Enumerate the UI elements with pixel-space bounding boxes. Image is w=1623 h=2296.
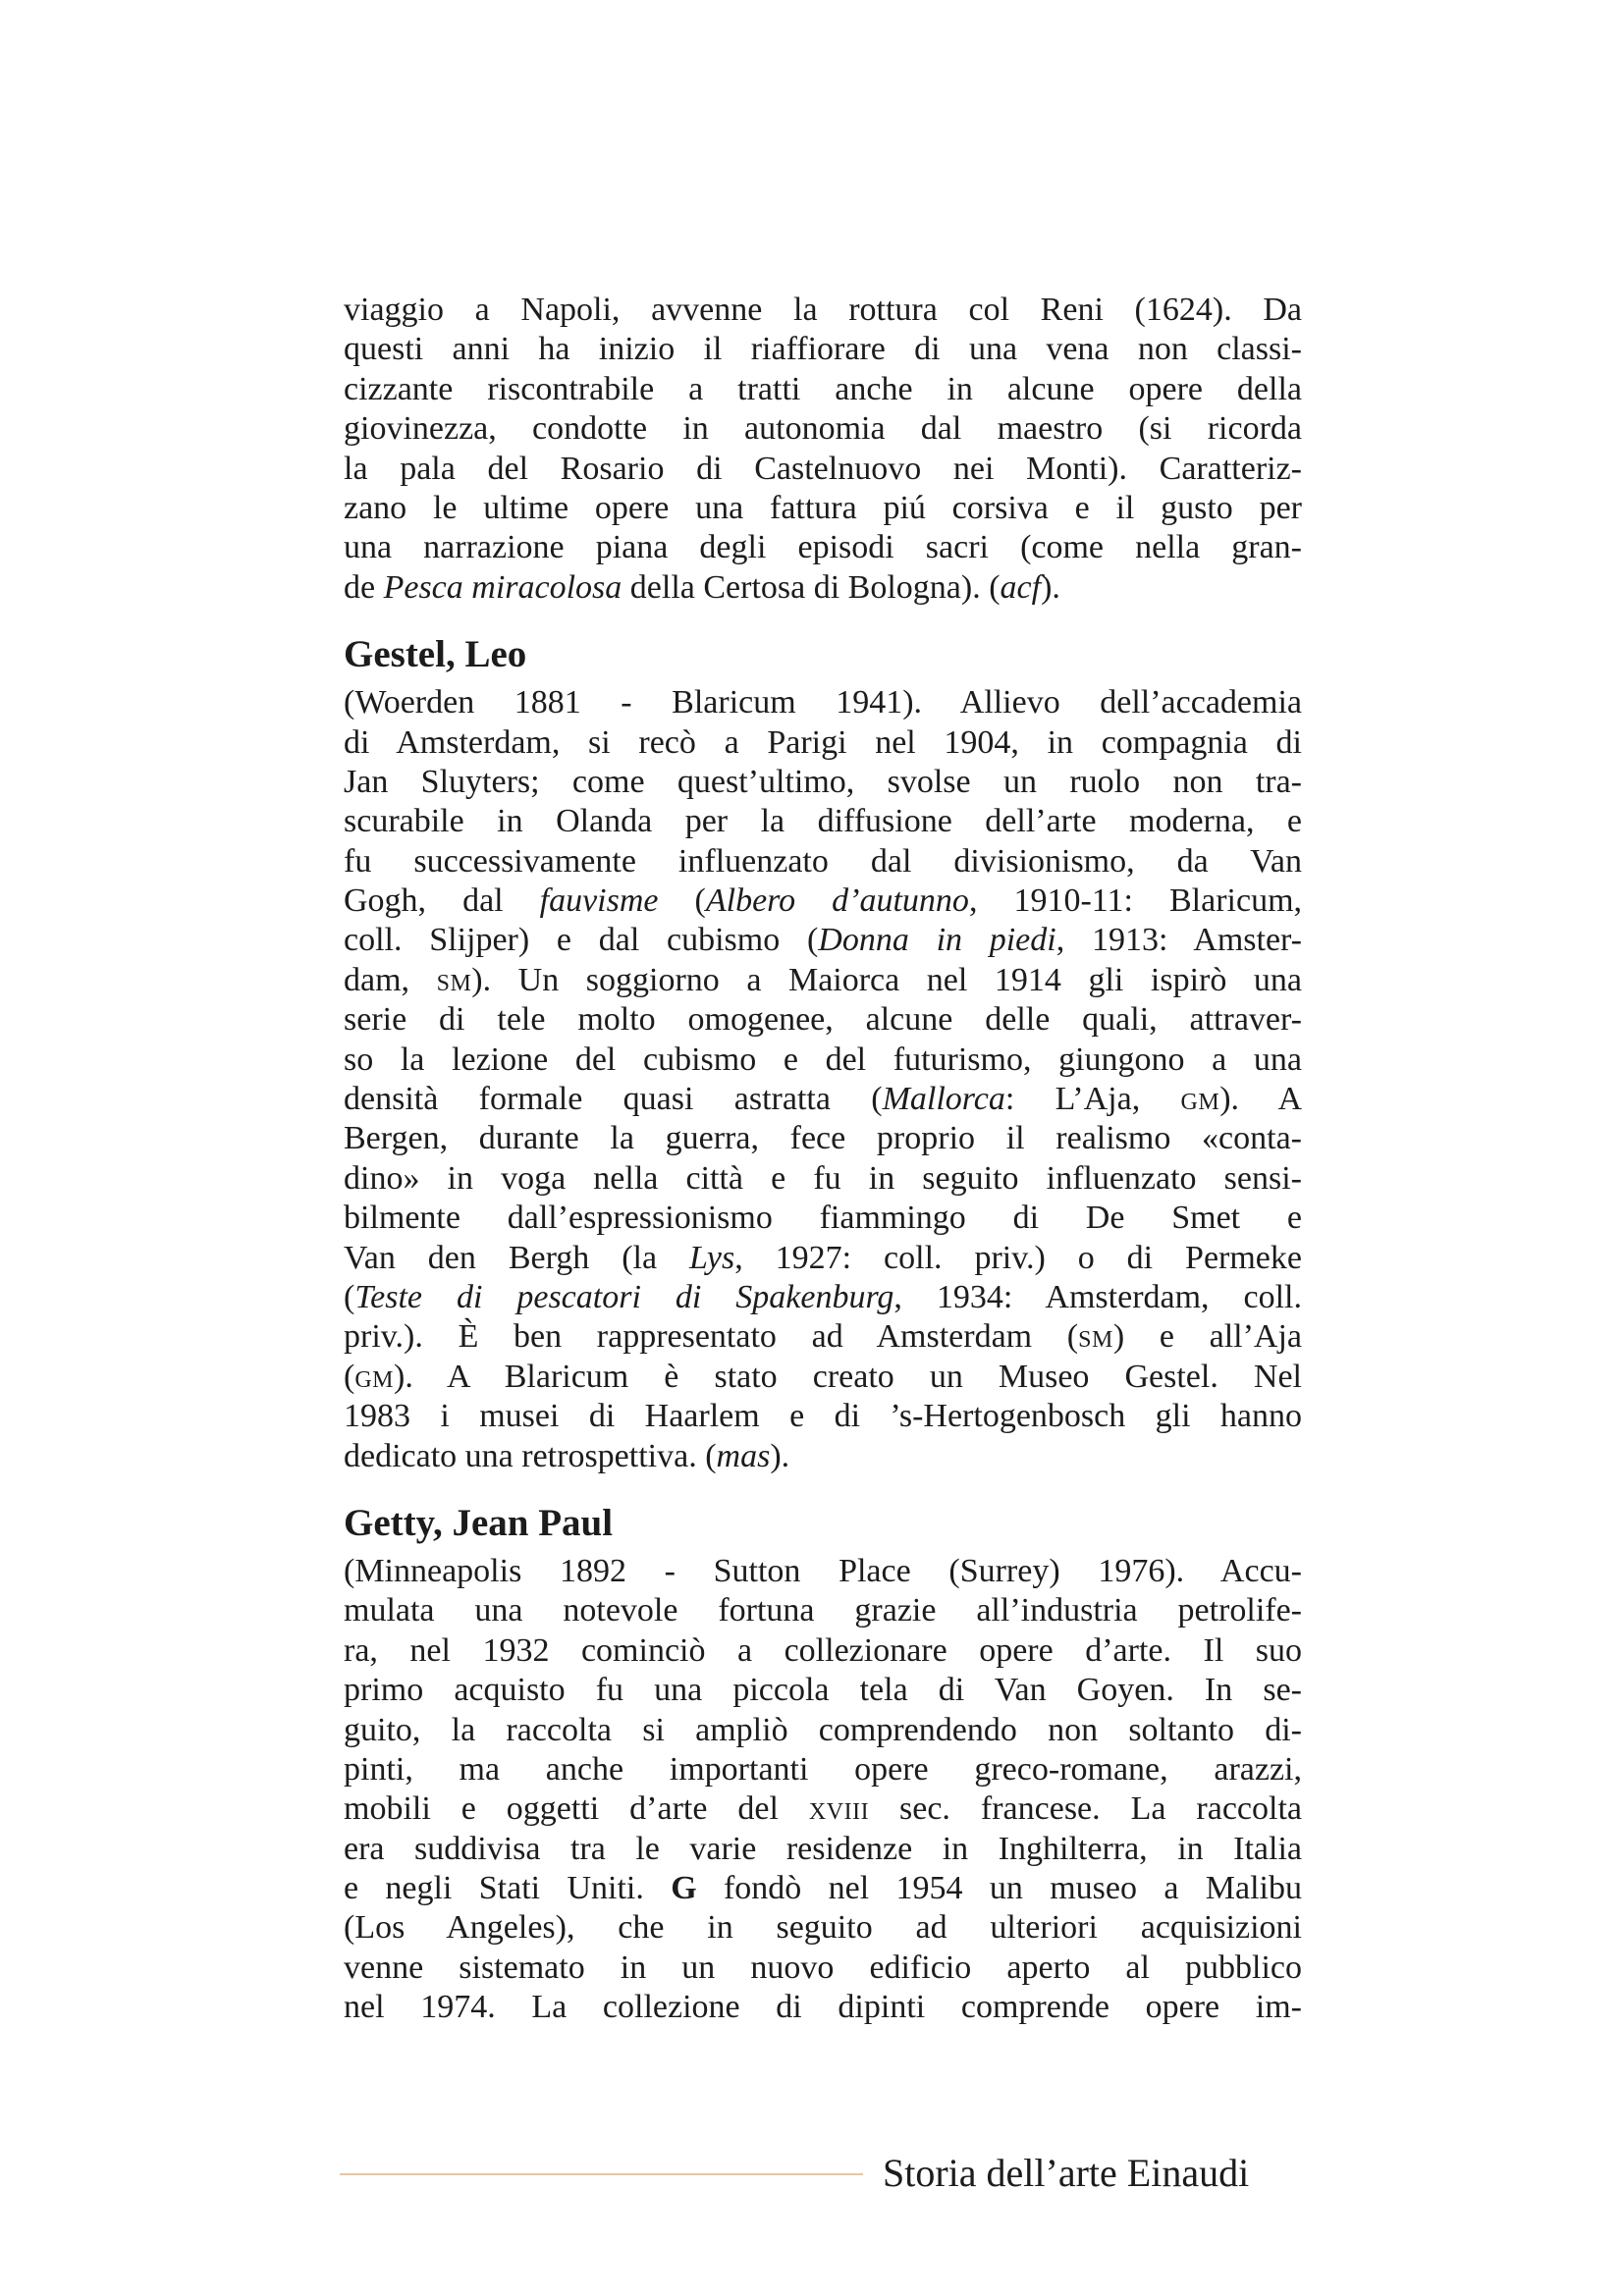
- text-segment: (Woerden 1881 - Blaricum 1941). Allievo dell’accademia: [344, 684, 1302, 721]
- italic-text: Donna in piedi: [818, 922, 1056, 959]
- bold-initial: G: [671, 1870, 697, 1907]
- text-segment: guito, la raccolta si ampliò comprendendo non soltanto di-: [344, 1711, 1302, 1748]
- text-segment: giovinezza, condotte in autonomia dal maestro (si ricorda: [344, 410, 1302, 448]
- text-line: [344, 1000, 1302, 1040]
- text-segment: Jan Sluyters; come quest’ultimo, svolse un ruolo non tra-: [344, 763, 1302, 800]
- text-segment: era suddivisa tra le varie residenze in Inghilterra, in Italia: [344, 1830, 1302, 1867]
- text-line: [344, 291, 1302, 330]
- text-segment: di Amsterdam, si recò a Parigi nel 1904, in compagnia di: [344, 723, 1302, 761]
- entry-paragraph: [344, 1552, 1302, 2028]
- text-line: [344, 1239, 1302, 1278]
- text-line: [344, 1869, 1302, 1908]
- text-segment: , 1910-11: Blaricum,: [968, 882, 1303, 920]
- italic-text: Pesca miracolosa: [383, 568, 622, 606]
- text-line: [344, 489, 1302, 528]
- small-caps-abbreviation: sm: [436, 961, 472, 998]
- text-line: [344, 528, 1302, 567]
- text-segment: dedicato una retrospettiva. (: [344, 1437, 717, 1474]
- text-segment: mobili e oggetti d’arte del: [344, 1790, 809, 1828]
- text-segment: Gogh, dal: [344, 882, 540, 920]
- text-line: [344, 370, 1302, 409]
- text-segment: (Los Angeles), che in seguito ad ulteriori acquisizioni: [344, 1909, 1302, 1947]
- text-line: [344, 1591, 1302, 1630]
- text-segment: , 1913: Amster-: [1055, 922, 1302, 959]
- text-segment: ). A Blaricum è stato creato un Museo Gestel. Nel: [394, 1358, 1302, 1395]
- text-segment: (: [344, 1358, 355, 1395]
- text-segment: primo acquisto fu una piccola tela di Van Goyen. In se-: [344, 1672, 1302, 1709]
- text-line: [344, 1080, 1302, 1119]
- text-segment: ra, nel 1932 cominciò a collezionare opere d’arte. Il suo: [344, 1631, 1302, 1669]
- text-segment: ).: [1041, 568, 1060, 606]
- text-line: [344, 881, 1302, 921]
- text-segment: questi anni ha inizio il riaffiorare di una vena non classi-: [344, 331, 1302, 368]
- text-segment: sec. francese. La raccolta: [869, 1790, 1302, 1828]
- italic-text: Teste di pescatori di Spakenburg: [354, 1278, 894, 1315]
- text-line: [344, 1671, 1302, 1710]
- text-line: [344, 961, 1302, 1000]
- text-line: [344, 1358, 1302, 1397]
- text-segment: la pala del Rosario di Castelnuovo nei Monti). Caratteriz-: [344, 450, 1302, 487]
- text-segment: Van den Bergh (la: [344, 1239, 690, 1276]
- text-line: [344, 921, 1302, 960]
- text-segment: (Minneapolis 1892 - Sutton Place (Surrey) 1976). Accu-: [344, 1552, 1302, 1589]
- text-segment: fu successivamente influenzato dal divisionismo, da Van: [344, 842, 1302, 880]
- text-segment: una narrazione piana degli episodi sacri (come nella gran-: [344, 529, 1302, 566]
- text-line: [344, 1830, 1302, 1869]
- text-line: [344, 1631, 1302, 1671]
- footer-rule: [340, 2173, 863, 2175]
- italic-text: Lys: [689, 1239, 735, 1276]
- text-segment: ) e all’Aja: [1112, 1318, 1303, 1356]
- italic-text: mas: [716, 1437, 771, 1474]
- text-line: [344, 1317, 1302, 1357]
- text-line: [344, 450, 1302, 489]
- small-caps-abbreviation: gm: [1180, 1081, 1220, 1118]
- text-line: [344, 1908, 1302, 1948]
- text-segment: so la lezione del cubismo e del futurismo, giungono a una: [344, 1041, 1302, 1078]
- text-line: [344, 842, 1302, 881]
- text-segment: , 1934: Amsterdam, coll.: [893, 1278, 1302, 1315]
- text-segment: e negli Stati Uniti.: [344, 1870, 672, 1907]
- text-line: [344, 1119, 1302, 1158]
- italic-text: Mallorca: [882, 1081, 1005, 1118]
- text-segment: cizzante riscontrabile a tratti anche in alcune opere della: [344, 370, 1302, 407]
- small-caps-abbreviation: xviii: [808, 1790, 870, 1828]
- text-line: [344, 802, 1302, 841]
- text-segment: bilmente dall’espressionismo fiammingo di De Smet e: [344, 1200, 1302, 1237]
- entry-paragraph: [344, 683, 1302, 1476]
- text-column: [344, 291, 1302, 2028]
- small-caps-abbreviation: gm: [354, 1358, 394, 1395]
- text-segment: zano le ultime opere una fattura piú corsiva e il gusto per: [344, 489, 1302, 526]
- text-segment: de: [344, 568, 384, 606]
- text-segment: ).: [770, 1437, 790, 1474]
- text-segment: della Certosa di Bologna). (: [622, 568, 1001, 606]
- text-segment: ). A: [1219, 1081, 1303, 1118]
- entry-heading: Getty, Jean Paul: [344, 1501, 614, 1544]
- text-line: [344, 330, 1302, 369]
- italic-text: Albero d’autunno: [705, 882, 969, 920]
- text-segment: ). Un soggiorno a Maiorca nel 1914 gli ispirò una: [471, 961, 1302, 998]
- text-segment: , 1927: coll. priv.) o di Permeke: [734, 1239, 1302, 1276]
- text-line: [344, 723, 1302, 763]
- italic-text: acf: [1000, 568, 1042, 606]
- text-line: [344, 409, 1302, 449]
- text-line: [344, 1789, 1302, 1829]
- italic-text: fauvisme: [539, 882, 659, 920]
- text-line: [344, 683, 1302, 722]
- footer-publication-title: Storia dell’arte Einaudi: [883, 2151, 1250, 2195]
- text-line: [344, 763, 1302, 802]
- small-caps-abbreviation: sm: [1078, 1318, 1113, 1356]
- text-segment: coll. Slijper) e dal cubismo (: [344, 922, 819, 959]
- text-segment: scurabile in Olanda per la diffusione dell’arte moderna, e: [344, 803, 1302, 840]
- text-segment: priv.). È ben rappresentato ad Amsterdam (: [344, 1318, 1079, 1356]
- text-segment: pinti, ma anche importanti opere greco-romane, arazzi,: [344, 1750, 1302, 1788]
- text-segment: : L’Aja,: [1004, 1081, 1181, 1118]
- text-line: [344, 1199, 1302, 1238]
- text-segment: (: [658, 882, 706, 920]
- text-segment: dino» in voga nella città e fu in seguito influenzato sensi-: [344, 1159, 1302, 1197]
- entry-heading: Gestel, Leo: [344, 633, 527, 676]
- text-segment: dam,: [344, 961, 437, 998]
- text-segment: fondò nel 1954 un museo a Malibu: [696, 1870, 1302, 1907]
- text-line: [344, 1949, 1302, 1988]
- text-segment: serie di tele molto omogenee, alcune delle quali, attraver-: [344, 1001, 1302, 1039]
- text-line: [344, 1437, 1302, 1476]
- text-segment: (: [344, 1278, 355, 1315]
- text-segment: Bergen, durante la guerra, fece proprio il realismo «conta-: [344, 1120, 1302, 1157]
- text-line: [344, 1711, 1302, 1750]
- text-line: [344, 1397, 1302, 1436]
- text-segment: nel 1974. La collezione di dipinti comprende opere im-: [344, 1989, 1302, 2026]
- text-line: [344, 568, 1302, 608]
- text-line: [344, 1552, 1302, 1591]
- text-line: [344, 1750, 1302, 1789]
- text-segment: venne sistemato in un nuovo edificio aperto al pubblico: [344, 1949, 1302, 1986]
- text-line: [344, 1278, 1302, 1317]
- text-line: [344, 1041, 1302, 1080]
- text-segment: mulata una notevole fortuna grazie all’industria petrolife-: [344, 1592, 1302, 1629]
- text-line: [344, 1988, 1302, 2027]
- text-segment: 1983 i musei di Haarlem e di ’s-Hertogenbosch gli hanno: [344, 1398, 1302, 1435]
- entry-paragraph: [344, 291, 1302, 608]
- text-line: [344, 1159, 1302, 1199]
- text-segment: viaggio a Napoli, avvenne la rottura col Reni (1624). Da: [344, 292, 1302, 328]
- text-segment: densità formale quasi astratta (: [344, 1081, 883, 1118]
